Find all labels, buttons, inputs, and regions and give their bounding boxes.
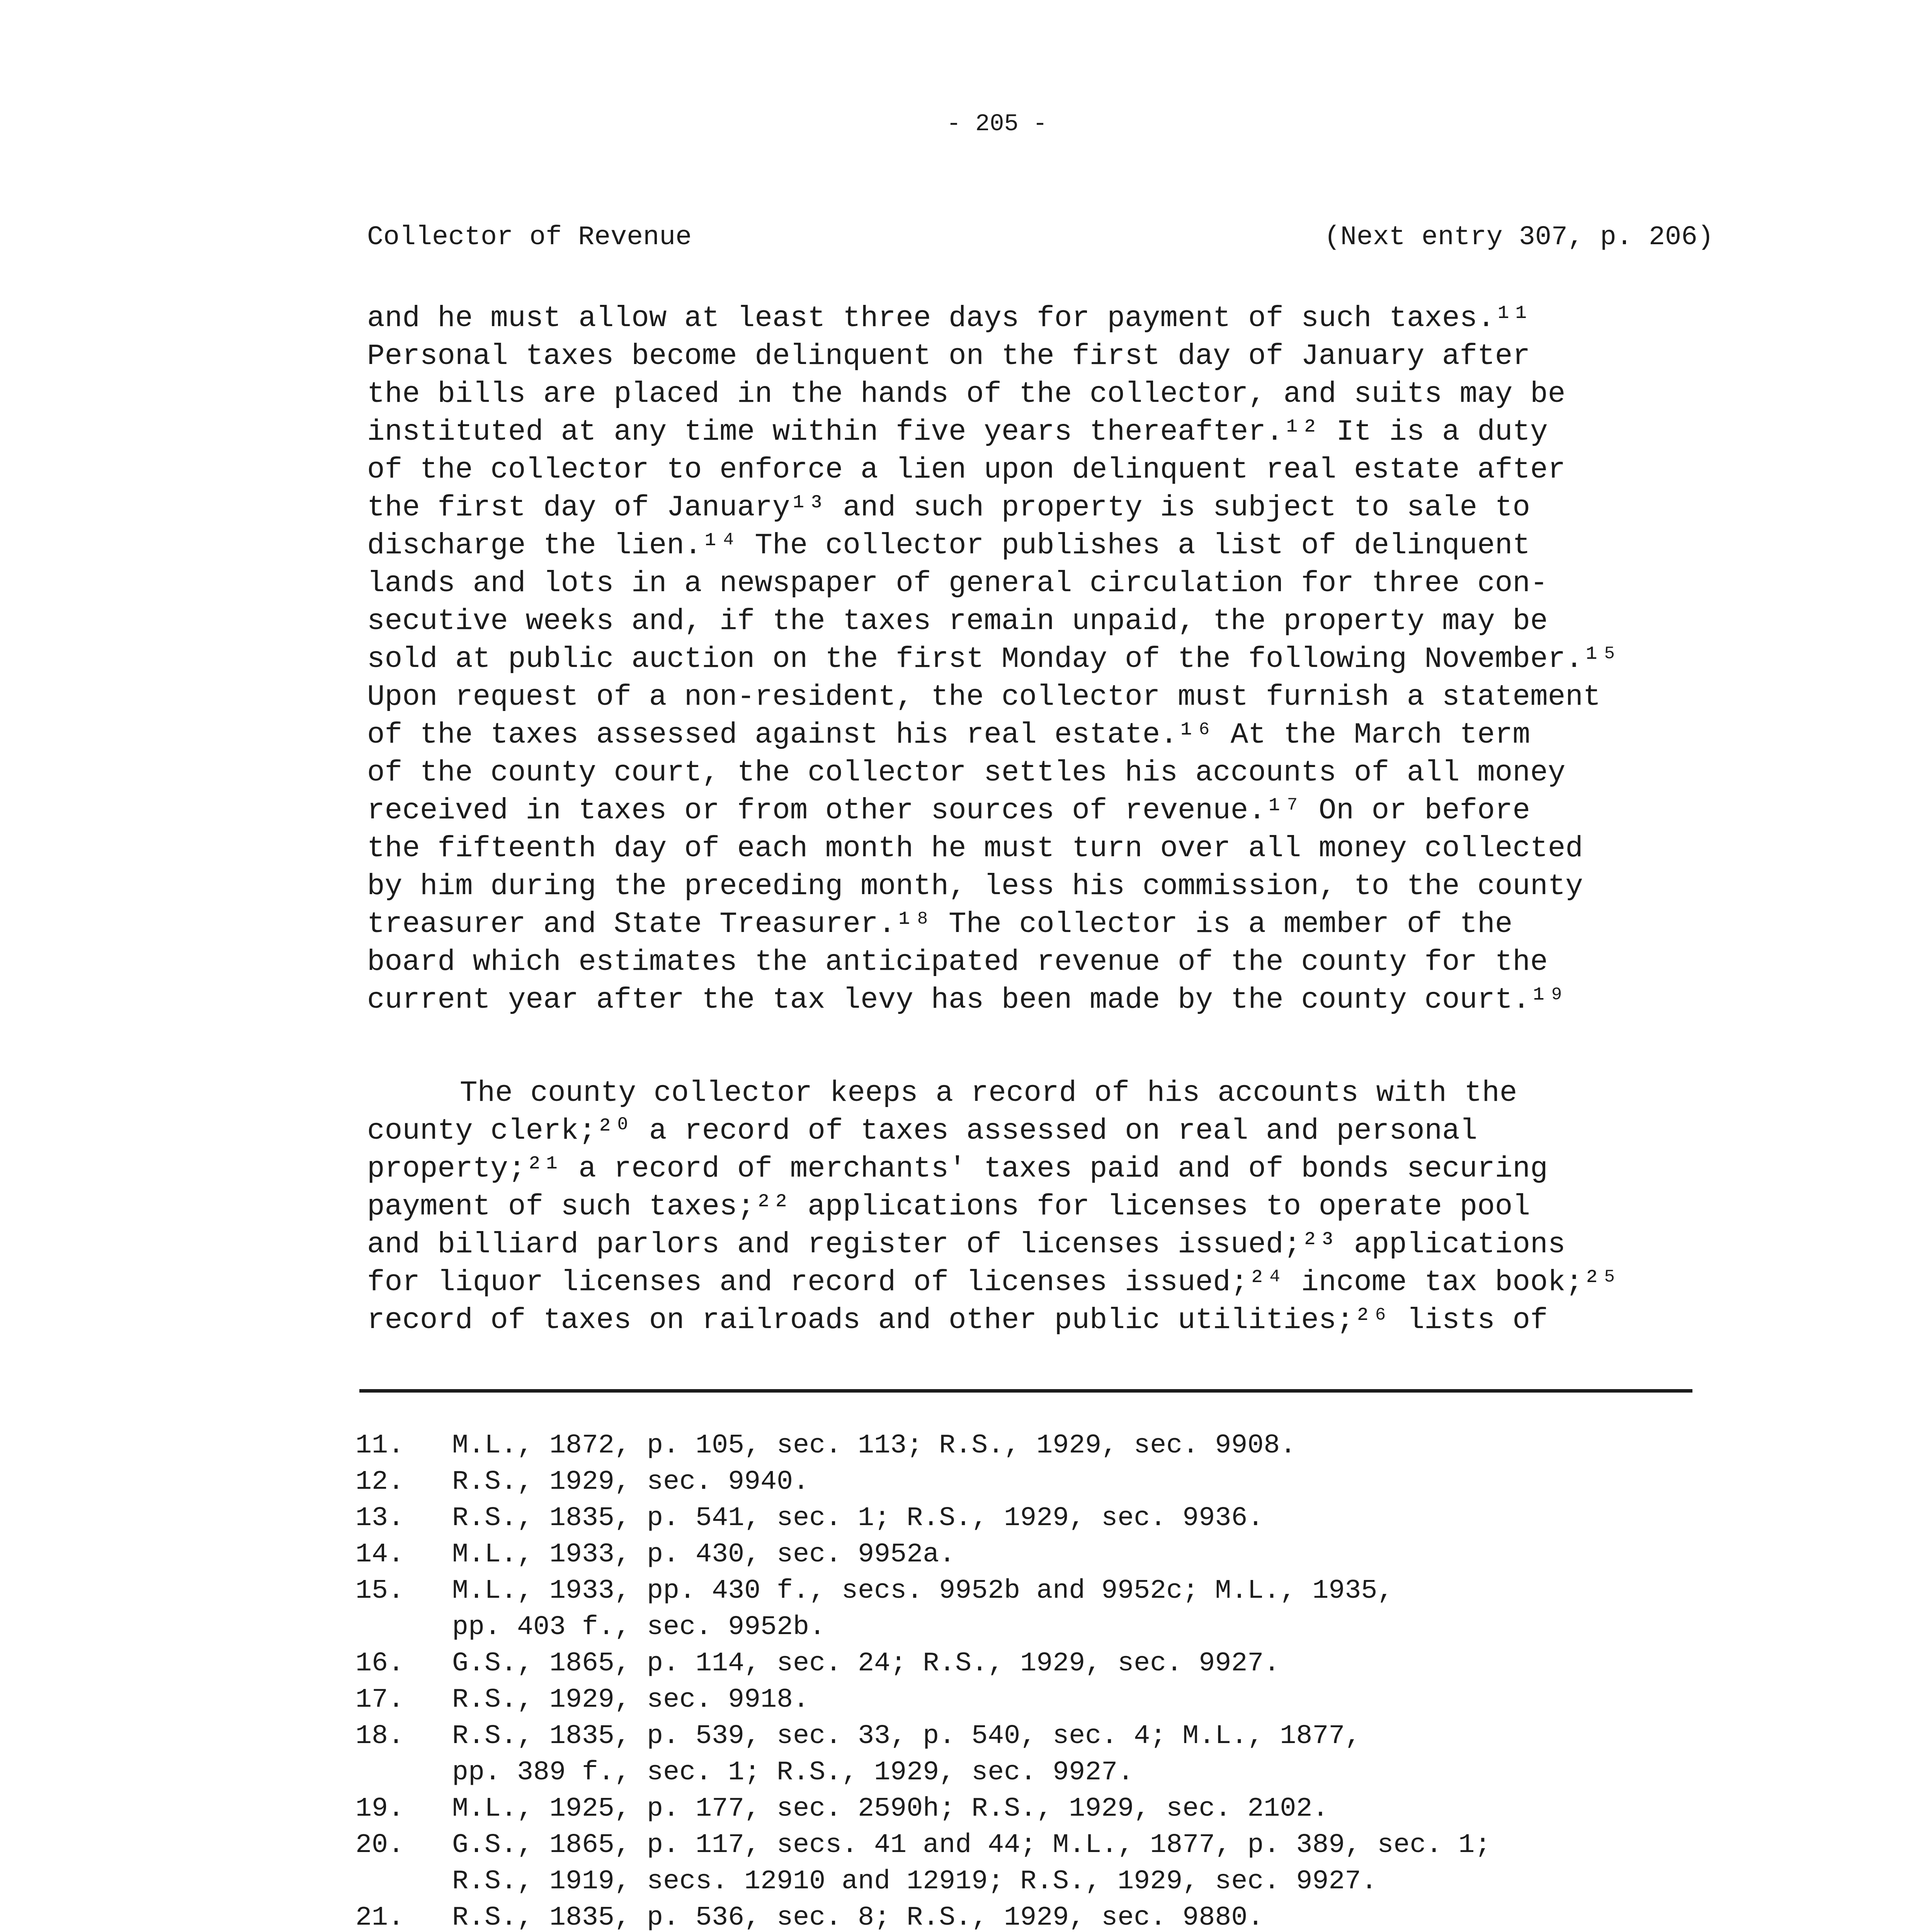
text-line: The county collector keeps a record of his accounts with the: [460, 1077, 1517, 1110]
footnote: [355, 1791, 1747, 1827]
footnote-number: 18.: [355, 1721, 405, 1752]
footnote-line: pp. 403 f., sec. 9952b.: [452, 1612, 826, 1643]
text-line: instituted at any time within five years thereafter.¹² It is a duty: [367, 415, 1548, 449]
footnote-line: M.L., 1933, p. 430, sec. 9952a.: [452, 1539, 956, 1570]
text-line: and billiard parlors and register of licenses issued;²³ applications: [367, 1228, 1566, 1261]
footnote-line: pp. 389 f., sec. 1; R.S., 1929, sec. 9927.: [452, 1757, 1134, 1788]
footnotes: [355, 1428, 1747, 1932]
text-line: received in taxes or from other sources of revenue.¹⁷ On or before: [367, 794, 1531, 827]
text-line: the first day of January¹³ and such property is subject to sale to: [367, 491, 1531, 524]
footnote: [355, 1537, 1747, 1573]
page-number: - 205 -: [946, 110, 1048, 138]
text-line: for liquor licenses and record of licenses issued;²⁴ income tax book;²⁵: [367, 1266, 1619, 1299]
footnote-number: 19.: [355, 1794, 405, 1824]
footnote-line: G.S., 1865, p. 117, secs. 41 and 44; M.L., 1877, p. 389, sec. 1;: [452, 1830, 1491, 1861]
next-entry-reference: (Next entry 307, p. 206): [1324, 222, 1714, 253]
footnote: [355, 1900, 1747, 1932]
text-line: county clerk;²⁰ a record of taxes assessed on real and personal: [367, 1114, 1478, 1148]
footnote: [355, 1464, 1747, 1500]
footnote-line: R.S., 1835, p. 541, sec. 1; R.S., 1929, sec. 9936.: [452, 1503, 1264, 1534]
footnote: [355, 1718, 1747, 1791]
text-line: of the county court, the collector settles his accounts of all money: [367, 756, 1566, 789]
text-line: sold at public auction on the first Monday of the following November.¹⁵: [367, 643, 1619, 676]
footnote: [355, 1573, 1747, 1646]
footnote-number: 15.: [355, 1576, 405, 1606]
section-title: Collector of Revenue: [367, 222, 692, 253]
footnote-line: G.S., 1865, p. 114, sec. 24; R.S., 1929, sec. 9927.: [452, 1648, 1280, 1679]
text-line: discharge the lien.¹⁴ The collector publishes a list of delinquent: [367, 529, 1531, 562]
footnote-number: 17.: [355, 1685, 405, 1715]
text-line: board which estimates the anticipated revenue of the county for the: [367, 946, 1548, 979]
footnote-line: R.S., 1929, sec. 9918.: [452, 1685, 810, 1715]
footnote-divider: [359, 1389, 1692, 1393]
text-line: property;²¹ a record of merchants' taxes paid and of bonds securing: [367, 1152, 1548, 1185]
footnote-line: M.L., 1872, p. 105, sec. 113; R.S., 1929, sec. 9908.: [452, 1430, 1296, 1461]
footnote: [355, 1646, 1747, 1682]
text-line: treasurer and State Treasurer.¹⁸ The collector is a member of the: [367, 908, 1513, 941]
footnote-line: R.S., 1835, p. 536, sec. 8; R.S., 1929, sec. 9880.: [452, 1903, 1264, 1932]
text-line: by him during the preceding month, less his commission, to the county: [367, 870, 1583, 903]
footnote-line: M.L., 1933, pp. 430 f., secs. 9952b and 9952c; M.L., 1935,: [452, 1576, 1394, 1606]
footnote-number: 11.: [355, 1430, 405, 1461]
text-line: current year after the tax levy has been made by the county court.¹⁹: [367, 983, 1566, 1017]
footnote-number: 14.: [355, 1539, 405, 1570]
text-line: payment of such taxes;²² applications for licenses to operate pool: [367, 1190, 1531, 1223]
footnote-line: R.S., 1919, secs. 12910 and 12919; R.S., 1929, sec. 9927.: [452, 1866, 1378, 1897]
body-paragraph-1: [367, 299, 1719, 1019]
footnote-number: 20.: [355, 1830, 405, 1861]
footnote: [355, 1500, 1747, 1537]
text-line: and he must allow at least three days for payment of such taxes.¹¹: [367, 302, 1531, 335]
footnote-number: 21.: [355, 1903, 405, 1932]
text-line: record of taxes on railroads and other public utilities;²⁶ lists of: [367, 1304, 1548, 1337]
footnote-line: R.S., 1835, p. 539, sec. 33, p. 540, sec. 4; M.L., 1877,: [452, 1721, 1361, 1752]
text-line: of the collector to enforce a lien upon delinquent real estate after: [367, 453, 1566, 486]
footnote: [355, 1827, 1747, 1900]
body-paragraph-2: [367, 1074, 1719, 1339]
footnote: [355, 1682, 1747, 1718]
text-line: Personal taxes become delinquent on the first day of January after: [367, 340, 1531, 373]
text-line: lands and lots in a newspaper of general circulation for three con-: [367, 567, 1548, 600]
text-line: the bills are placed in the hands of the collector, and suits may be: [367, 378, 1566, 411]
text-line: secutive weeks and, if the taxes remain unpaid, the property may be: [367, 605, 1548, 638]
footnote-line: R.S., 1929, sec. 9940.: [452, 1467, 810, 1497]
text-line: the fifteenth day of each month he must turn over all money collected: [367, 832, 1583, 865]
footnote-line: M.L., 1925, p. 177, sec. 2590h; R.S., 1929, sec. 2102.: [452, 1794, 1329, 1824]
text-line: of the taxes assessed against his real estate.¹⁶ At the March term: [367, 718, 1531, 752]
text-line: Upon request of a non-resident, the collector must furnish a statement: [367, 680, 1601, 714]
footnote-number: 13.: [355, 1503, 405, 1534]
footnote: [355, 1428, 1747, 1464]
footnote-number: 16.: [355, 1648, 405, 1679]
footnote-number: 12.: [355, 1467, 405, 1497]
